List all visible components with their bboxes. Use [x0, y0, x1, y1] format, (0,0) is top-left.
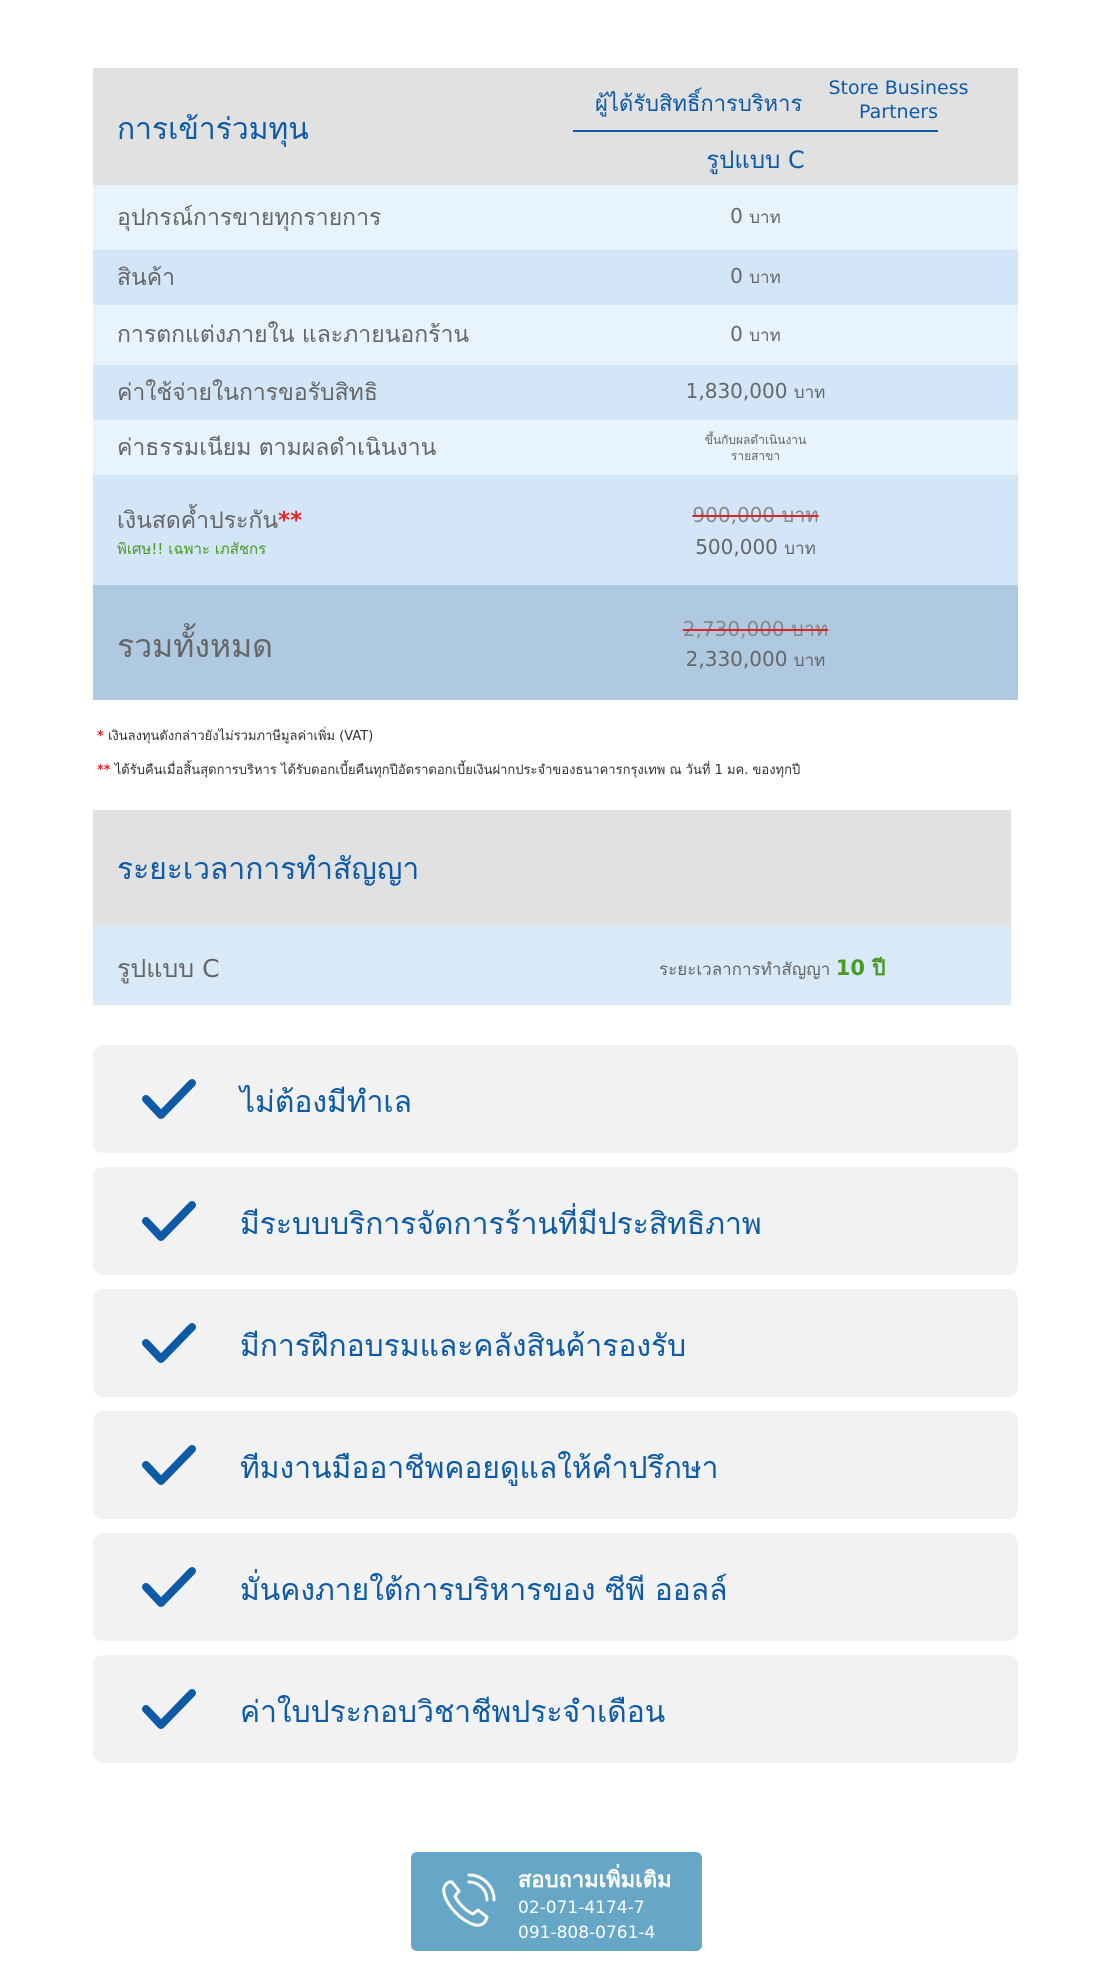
benefit-text: มั่นคงภายใต้การบริหารของ ซีพี ออลล์: [240, 1573, 728, 1608]
checkmark-icon: [141, 1075, 197, 1123]
row-label: การตกแต่งภายใน และภายนอกร้าน: [117, 322, 470, 348]
mobile-number[interactable]: 091-808-0761-4: [518, 1923, 656, 1943]
total-row: [93, 585, 1018, 700]
footnote: * เงินลงทุนดังกล่าวยังไม่รวมภาษีมูลค่าเพิ่ม (VAT): [97, 729, 374, 744]
contract-header: [93, 810, 1011, 925]
contract-table: [93, 810, 1011, 1005]
contact-caption: สอบถามเพิ่มเติม: [518, 1868, 672, 1893]
list-item: [93, 1045, 1018, 1153]
old-price: 900,000 บาท: [692, 503, 819, 527]
guarantee-label: เงินสดค้ำประกัน**: [117, 508, 303, 534]
row-label: อุปกรณ์การขายทุกรายการ: [117, 204, 382, 231]
checkmark-icon: [141, 1685, 197, 1733]
contact-button[interactable]: [411, 1852, 702, 1951]
list-item: [93, 1655, 1018, 1763]
footnote: ** ได้รับคืนเมื่อสิ้นสุดการบริหาร ได้รับดอกเบี้ยคืนทุกปีอัตราดอกเบี้ยเงินฝากประจำของธนาคารกรุงเทพ ณ วันที่ 1 มค. ของทุกปี: [97, 763, 801, 778]
row-label: ค่าธรรมเนียม ตามผลดำเนินงาน: [117, 434, 437, 461]
header-main: ผู้ได้รับสิทธิ์การบริหาร: [595, 92, 803, 117]
benefits-list: [93, 1045, 1018, 1777]
guarantee-row: [93, 475, 1018, 585]
list-item: [93, 1289, 1018, 1397]
benefit-text: มีการฝึกอบรมและคลังสินค้ารองรับ: [240, 1329, 687, 1364]
table-row: [93, 185, 1018, 250]
contract-duration: ระยะเวลาการทำสัญญา 10 ปี: [659, 956, 886, 980]
total-old-price: 2,730,000 บาท: [682, 617, 829, 641]
row-label: สินค้า: [117, 264, 176, 291]
investment-header: [93, 68, 1018, 185]
row-value: 1,830,000 บาท: [685, 379, 826, 403]
promo-label: พิเศษ!! เฉพาะ เภสัชกร: [117, 540, 267, 558]
table-row: [93, 250, 1018, 305]
contract-title: ระยะเวลาการทำสัญญา: [117, 852, 420, 887]
list-item: [93, 1533, 1018, 1641]
investment-title: การเข้าร่วมทุน: [117, 112, 309, 147]
investment-table: [93, 68, 1018, 700]
header-divider: [573, 130, 938, 132]
checkmark-icon: [141, 1319, 197, 1367]
table-row: [93, 365, 1018, 420]
footnotes: [97, 720, 800, 788]
total-new-price: 2,330,000 บาท: [685, 647, 826, 671]
list-item: [93, 1167, 1018, 1275]
checkmark-icon: [141, 1197, 197, 1245]
checkmark-icon: [141, 1563, 197, 1611]
row-value: 0 บาท: [730, 204, 781, 228]
row-value: 0 บาท: [730, 264, 781, 288]
benefit-text: ทีมงานมืออาชีพคอยดูแลให้คำปรึกษา: [240, 1451, 719, 1486]
contract-row: [93, 925, 1011, 1005]
row-value: 0 บาท: [730, 321, 781, 346]
checkmark-icon: [141, 1441, 197, 1489]
table-row: [93, 420, 1018, 475]
new-price: 500,000 บาท: [695, 535, 816, 559]
row-label: ค่าใช้จ่ายในการขอรับสิทธิ: [117, 379, 378, 406]
benefit-text: ค่าใบประกอบวิชาชีพประจำเดือน: [240, 1695, 666, 1730]
phone-icon: [435, 1872, 497, 1934]
benefit-text: มีระบบบริการจัดการร้านที่มีประสิทธิภาพ: [240, 1207, 762, 1242]
header-sub: Store Business Partners: [828, 77, 969, 123]
total-label: รวมทั้งหมด: [117, 627, 273, 665]
contract-plan: รูปแบบ C: [117, 954, 220, 983]
required-stars: **: [278, 508, 303, 534]
row-value: ขึ้นกับผลดำเนินงาน รายสาขา: [704, 432, 807, 463]
phone-number[interactable]: 02-071-4174-7: [518, 1898, 645, 1918]
table-row: [93, 305, 1018, 365]
list-item: [93, 1411, 1018, 1519]
benefit-text: ไม่ต้องมีทำเล: [240, 1085, 413, 1120]
header-plan: รูปแบบ C: [706, 146, 805, 174]
